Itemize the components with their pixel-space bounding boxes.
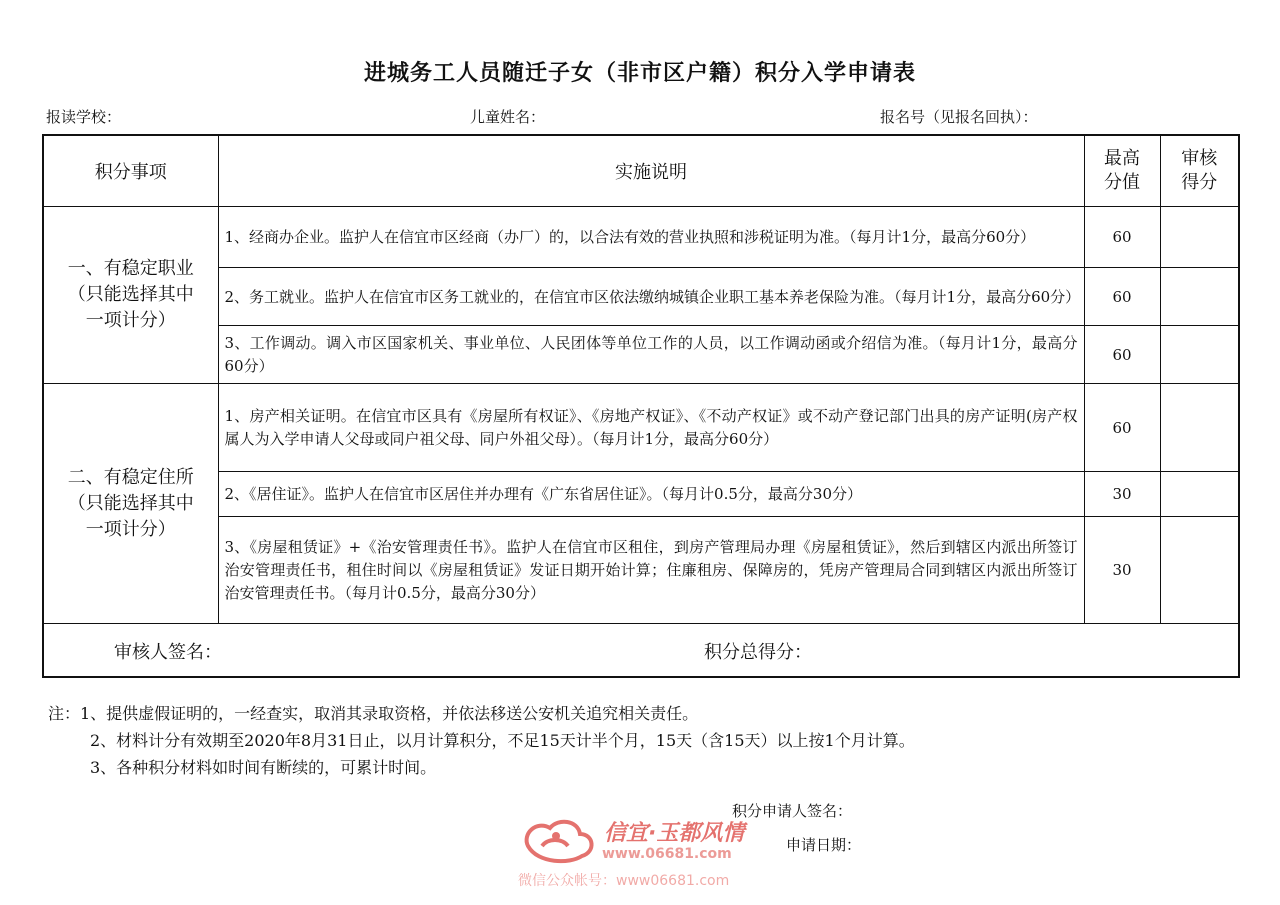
header-max-line1: 最高 bbox=[1104, 148, 1140, 169]
header-item: 积分事项 bbox=[43, 135, 218, 207]
child-name-label: 儿童姓名： bbox=[470, 108, 546, 126]
row-description: 3、工作调动。调入市区国家机关、事业单位、人民团体等单位工作的人员，以工作调动函或介绍信为准。（每月计1分，最高分60分） bbox=[218, 326, 1084, 384]
points-table bbox=[42, 134, 1240, 678]
category-stable-residence bbox=[43, 384, 218, 624]
watermark bbox=[518, 812, 768, 892]
category-line: 一项计分） bbox=[85, 310, 176, 331]
row-audit-score-cell[interactable] bbox=[1160, 326, 1239, 384]
registration-number-label: 报名号（见报名回执）： bbox=[880, 108, 1038, 126]
note-item: 3、各种积分材料如时间有断续的，可累计时间。 bbox=[90, 758, 437, 777]
header-description: 实施说明 bbox=[218, 135, 1084, 207]
row-max-score: 30 bbox=[1084, 472, 1160, 517]
header-max-line2: 分值 bbox=[1104, 172, 1140, 193]
row-description: 2、《居住证》。监护人在信宜市区居住并办理有《广东省居住证》。（每月计0.5分，最高分30分） bbox=[218, 472, 1084, 517]
table-row bbox=[43, 268, 1239, 326]
note-item: 2、材料计分有效期至2020年8月31日止，以月计算积分，不足15天计半个月，15天（含15天）以上按1个月计算。 bbox=[90, 731, 915, 750]
watermark-wechat: 微信公众帐号：www06681.com bbox=[518, 873, 730, 889]
table-row bbox=[43, 326, 1239, 384]
table-row bbox=[43, 472, 1239, 517]
header-max-score bbox=[1084, 135, 1160, 207]
row-max-score: 30 bbox=[1084, 517, 1160, 624]
note-item: 注：1、提供虚假证明的，一经查实，取消其录取资格，并依法移送公安机关追究相关责任。 bbox=[48, 704, 699, 723]
watermark-url: www.06681.com bbox=[602, 846, 732, 862]
table-row bbox=[43, 517, 1239, 624]
category-line: 一、有稳定职业 bbox=[67, 258, 194, 279]
header-audit-score bbox=[1160, 135, 1239, 207]
page-title: 进城务工人员随迁子女（非市区户籍）积分入学申请表 bbox=[363, 61, 916, 86]
row-max-score: 60 bbox=[1084, 207, 1160, 268]
row-description: 2、务工就业。监护人在信宜市区务工就业的，在信宜市区依法缴纳城镇企业职工基本养老保险为准。（每月计1分，最高分60分） bbox=[218, 268, 1084, 326]
total-score-label: 积分总得分： bbox=[704, 642, 812, 663]
category-line: （只能选择其中 bbox=[67, 284, 194, 305]
category-line: （只能选择其中 bbox=[67, 492, 194, 514]
auditor-signature-label: 审核人签名： bbox=[114, 642, 222, 663]
row-max-score: 60 bbox=[1084, 268, 1160, 326]
header-audit-line1: 审核 bbox=[1181, 148, 1218, 169]
watermark-name: 信宜·玉都风情 bbox=[604, 821, 745, 846]
table-row bbox=[43, 384, 1239, 472]
category-line: 二、有稳定住所 bbox=[67, 466, 194, 488]
row-audit-score-cell[interactable] bbox=[1160, 268, 1239, 326]
signature-row bbox=[43, 624, 1239, 678]
row-description: 1、房产相关证明。在信宜市区具有《房屋所有权证》、《房地产权证》、《不动产权证》或不动产登记部门出具的房产证明(房产权属人为入学申请人父母或同户祖父母、同户外祖父母）。（每月计1分，最高分60分） bbox=[218, 384, 1084, 472]
row-description: 1、经商办企业。监护人在信宜市区经商（办厂）的，以合法有效的营业执照和涉税证明为准。（每月计1分，最高分60分） bbox=[218, 207, 1084, 268]
applicant-signature-label: 积分申请人签名： bbox=[732, 802, 853, 820]
signature-cell bbox=[43, 624, 1239, 678]
category-stable-job bbox=[43, 207, 218, 384]
watermark-logo-icon bbox=[518, 816, 598, 868]
row-audit-score-cell[interactable] bbox=[1160, 207, 1239, 268]
header-audit-line2: 得分 bbox=[1181, 172, 1218, 193]
row-audit-score-cell[interactable] bbox=[1160, 517, 1239, 624]
notes bbox=[48, 700, 915, 781]
row-audit-score-cell[interactable] bbox=[1160, 384, 1239, 472]
table-header-row bbox=[43, 135, 1239, 207]
row-max-score: 60 bbox=[1084, 326, 1160, 384]
row-audit-score-cell[interactable] bbox=[1160, 472, 1239, 517]
row-max-score: 60 bbox=[1084, 384, 1160, 472]
school-label: 报读学校： bbox=[46, 108, 122, 126]
row-description: 3、《房屋租赁证》+《治安管理责任书》。监护人在信宜市区租住，到房产管理局办理《房屋租赁证》，然后到辖区内派出所签订治安管理责任书，租住时间以《房屋租赁证》发证日期开始计算；住廉租房、保障房的，凭房产管理局合同到辖区内派出所签订治安管理责任书。（每月计0.5分，最高分30分） bbox=[218, 517, 1084, 624]
table-row bbox=[43, 207, 1239, 268]
category-line: 一项计分） bbox=[85, 518, 176, 540]
apply-date-label: 申请日期： bbox=[786, 836, 862, 854]
